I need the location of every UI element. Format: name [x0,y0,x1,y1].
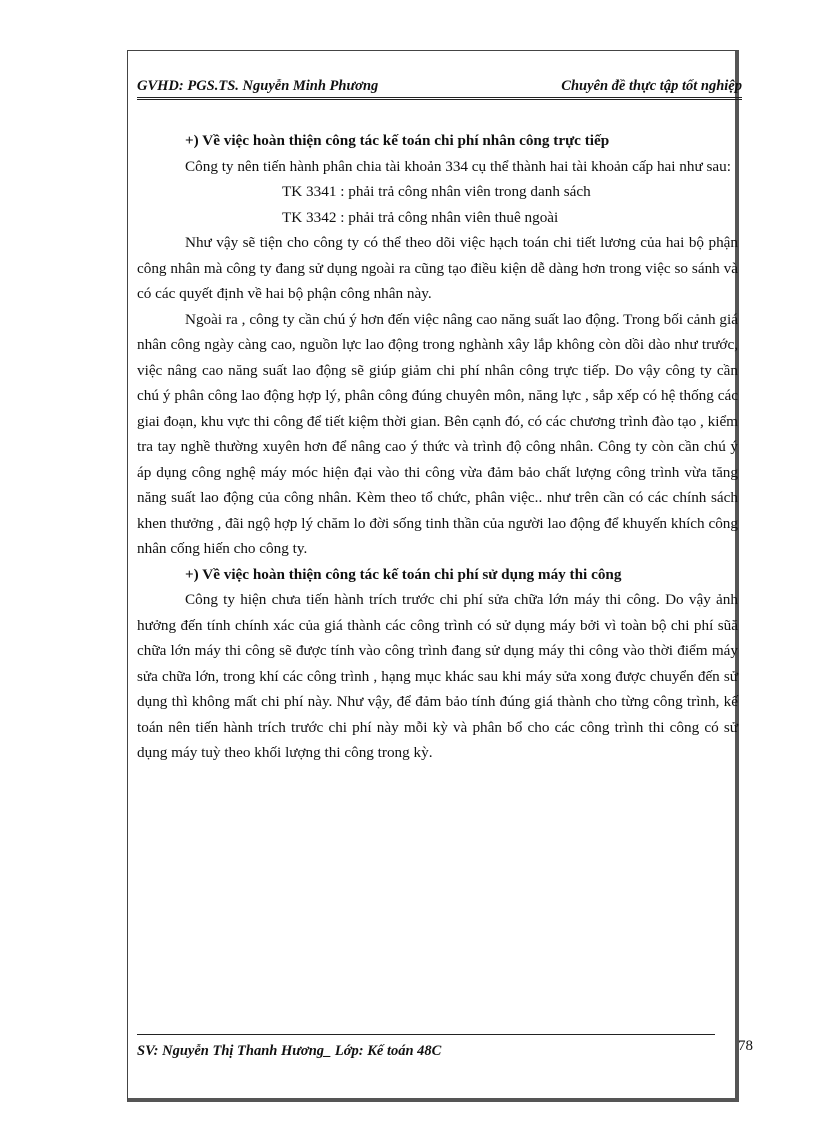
account-line-3342: TK 3342 : phải trả công nhân viên thuê ngoài [282,208,559,226]
document-body [137,128,738,766]
footer-divider [137,1034,715,1035]
page-header [137,78,742,100]
account-line-3341: TK 3341 : phải trả công nhân viên trong danh sách [282,183,591,200]
section-heading-labor-cost: +) Về việc hoàn thiện công tác kế toán chi phí nhân công trực tiếp [185,132,610,149]
paragraph-machine-repair: Công ty hiện chưa tiến hành trích trước chi phí sửa chữa lớn máy thi công. Do vậy ảnh hưởng đến tính chính xác của giá thành các công trình có sử dụng máy bởi vì toàn bộ chi phí sũă chữa lớn máy thi công sẽ được tính vào công trình đang sử dụng máy thi công vào thời điểm máy sửa chữa lớn, trong khí các công trình , hạng mục khác sau khi máy sửa xong được chuyển đến sử dụng thì không mất chi phí này. Như vậy, để đảm bảo tính đúng giá thành cho từng công trình, kế toán nên tiến hành trích trước chi phí này mỗi kỳ và phân bổ cho các công trình thi công có sử dụng máy tuỳ theo khối lượng thi công trong kỳ. [137,591,738,761]
header-advisor: GVHD: PGS.TS. Nguyễn Minh Phương [137,78,379,94]
page-number: 78 [738,1038,753,1054]
paragraph-account-split: Công ty nên tiến hành phân chia tài khoản 334 cụ thể thành hai tài khoản cấp hai như sau: [185,157,731,175]
header-report-title: Chuyên đề thực tập tốt nghiệp [561,78,742,94]
footer-student-info: SV: Nguyễn Thị Thanh Hương_ Lớp: Kế toán 48C [137,1043,442,1059]
paragraph-tracking: Như vậy sẽ tiện cho công ty có thể theo dõi việc hạch toán chi tiết lương của hai bộ phận công nhân mà công ty đang sử dụng ngoài ra cũng tạo điều kiện dễ dàng hơn trong việc so sánh và có các quyết định về hai bộ phận công nhân này. [137,234,738,302]
paragraph-productivity: Ngoài ra , công ty cần chú ý hơn đến việc nâng cao năng suất lao động. Trong bối cảnh giá nhân công ngày càng cao, nguồn lực lao động trong nghành xây lắp không còn dồi dào như trước, việc nâng cao năng suất lao động sẽ giúp giảm chi phí nhân công trực tiếp. Do vậy công ty cần chú ý phân công lao động hợp lý, phân công đúng chuyên môn, năng lực , sắp xếp có hệ thống các giai đoạn, khu vực thi công để tiết kiệm thời gian. Bên cạnh đó, có các chương trình đào tạo , kiểm tra tay nghề thường xuyên hơn để nâng cao ý thức và trình độ công nhân. Công ty còn cần chú ý áp dụng công nghệ máy móc hiện đại vào thi công vừa đảm bảo chất lượng công trình vừa tăng năng suất lao động của công nhân. Kèm theo tổ chức, phân việc.. như trên cần có các chính sách khen thưởng , đãi ngộ hợp lý chăm lo đời sống tinh thần của người lao động để khuyến khích công nhân cống hiến cho công ty. [137,310,738,557]
section-heading-machine-cost: +) Về việc hoàn thiện công tác kế toán chi phí sử dụng máy thi công [185,565,622,583]
